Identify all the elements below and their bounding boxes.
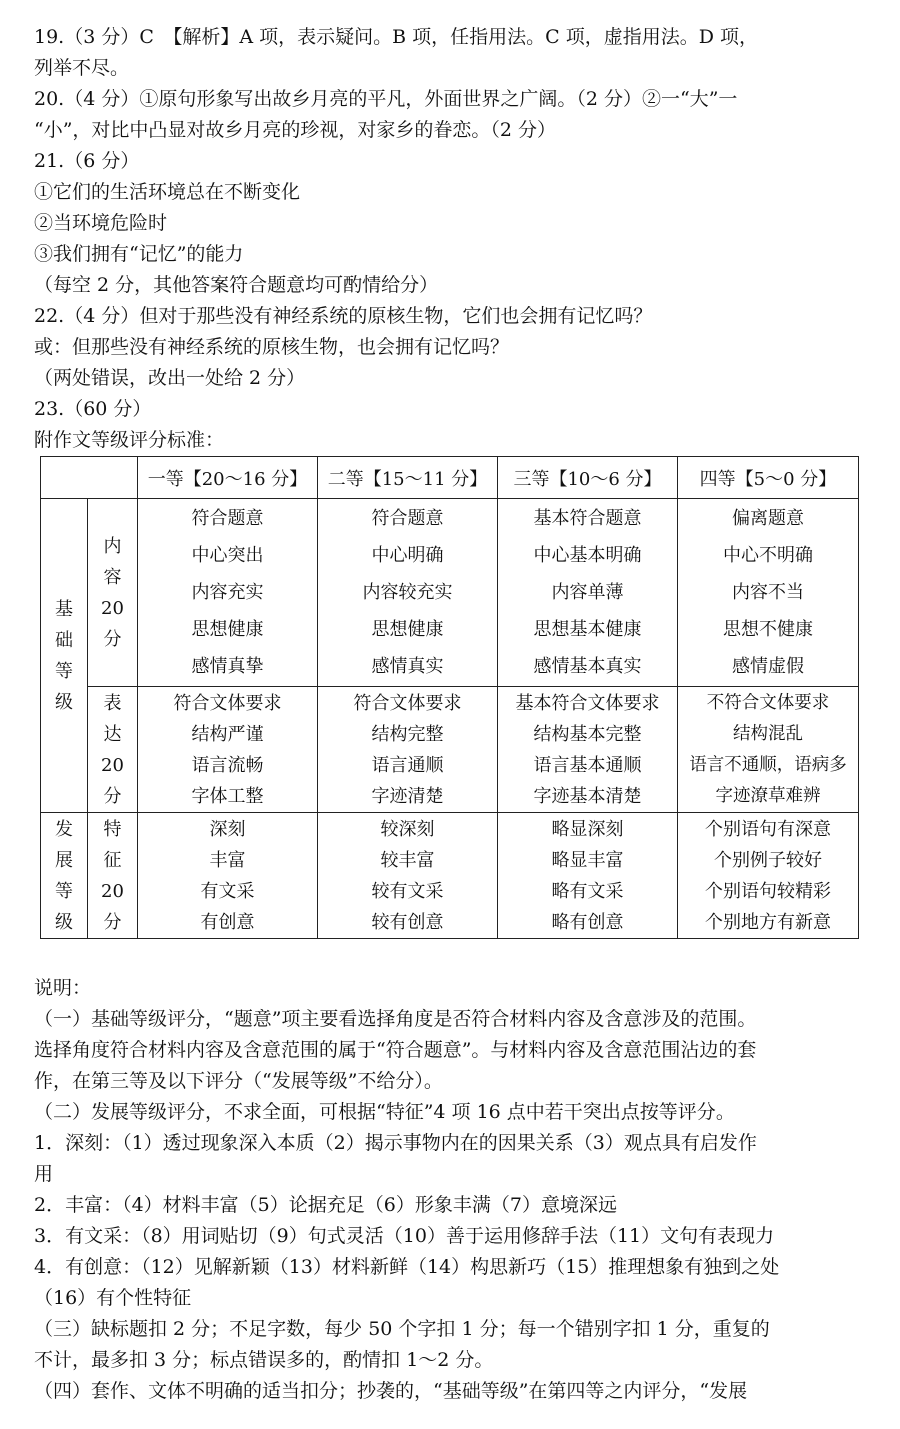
criterion: 不符合文体要求 <box>706 692 830 713</box>
content-grade-1 <box>138 499 318 687</box>
criterion: 中心明确 <box>371 545 444 566</box>
criterion: 略有文采 <box>551 880 624 902</box>
sub-content-label <box>88 499 138 687</box>
header-empty-cell <box>41 457 138 499</box>
criterion: 中心不明确 <box>723 545 813 566</box>
note-line: （三）缺标题扣 2 分；不足字数，每少 50 个字扣 1 分；每一个错别字扣 1 分，重复的 <box>34 1318 770 1340</box>
q20-line-1: 20.（4 分）①原句形象写出故乡月亮的平凡，外面世界之广阔。（2 分）②一“大”一 <box>34 88 738 110</box>
note-line: 用 <box>34 1163 54 1185</box>
criterion: 结构混乱 <box>733 723 803 744</box>
criterion: 思想不健康 <box>723 619 813 640</box>
grading-table-header-row <box>41 457 859 499</box>
q22-line-3: （两处错误，改出一处给 2 分） <box>34 367 306 389</box>
criterion: 符合题意 <box>191 508 264 529</box>
expression-grade-1 <box>138 687 318 813</box>
header-grade-3: 三等【10～6 分】 <box>498 457 678 499</box>
expression-grade-2 <box>318 687 498 813</box>
sub-expression-char: 表 <box>103 692 122 714</box>
q22-line-1: 22.（4 分）但对于那些没有神经系统的原核生物，它们也会拥有记忆吗？ <box>34 305 653 327</box>
criterion: 个别地方有新意 <box>705 911 831 933</box>
criterion: 深刻 <box>209 818 246 840</box>
criterion: 感情基本真实 <box>533 656 642 677</box>
criterion: 内容不当 <box>732 582 804 603</box>
criterion: 个别例子较好 <box>714 849 822 871</box>
criterion: 符合题意 <box>371 508 444 529</box>
group-basic-char: 基 <box>55 598 73 620</box>
group-basic-char: 等 <box>55 660 73 682</box>
criterion: 略显深刻 <box>551 818 624 840</box>
q22-line-2: 或：但那些没有神经系统的原核生物，也会拥有记忆吗？ <box>34 336 510 358</box>
notes-heading: 说明： <box>34 977 92 999</box>
q19-line-2: 列举不尽。 <box>34 57 130 79</box>
content-grade-2 <box>318 499 498 687</box>
criterion: 符合文体要求 <box>353 692 462 714</box>
group-dev-char: 级 <box>55 911 73 933</box>
criterion: 内容单薄 <box>551 582 624 603</box>
sub-content-char: 内 <box>103 535 122 557</box>
criterion: 偏离题意 <box>732 508 804 529</box>
group-basic-char: 础 <box>55 629 73 651</box>
sub-feature-char: 征 <box>103 849 122 871</box>
criterion: 个别语句较精彩 <box>705 880 831 902</box>
group-dev-char: 等 <box>55 880 73 902</box>
content-grade-4 <box>678 499 859 687</box>
sub-feature-char: 特 <box>103 818 122 840</box>
q23-line-1: 23.（60 分） <box>34 398 152 420</box>
criterion: 结构严谨 <box>191 723 264 745</box>
q23-line-2: 附作文等级评分标准： <box>34 429 225 451</box>
feature-grade-2 <box>318 813 498 939</box>
criterion: 内容充实 <box>191 582 264 603</box>
criterion: 字体工整 <box>191 785 264 807</box>
feature-grade-4 <box>678 813 859 939</box>
note-line: （16）有个性特征 <box>34 1287 192 1309</box>
sub-content-char: 分 <box>103 628 122 650</box>
note-line: 不计，最多扣 3 分；标点错误多的，酌情扣 1～2 分。 <box>34 1349 494 1371</box>
criterion: 内容较充实 <box>362 582 453 603</box>
criterion: 语言基本通顺 <box>533 754 642 776</box>
feature-grade-3 <box>498 813 678 939</box>
header-grade-1: 一等【20～16 分】 <box>138 457 318 499</box>
sub-feature-label <box>88 813 138 939</box>
criterion: 基本符合题意 <box>533 508 642 529</box>
criterion: 语言不通顺，语病多 <box>689 754 847 775</box>
note-line: （二）发展等级评分，不求全面，可根据“特征”4 项 16 点中若干突出点按等评分。 <box>34 1101 735 1123</box>
group-dev-char: 发 <box>55 818 73 840</box>
note-line: 选择角度符合材料内容及含意范围的属于“符合题意”。与材料内容及含意范围沾边的套 <box>34 1039 757 1061</box>
criterion: 个别语句有深意 <box>705 818 831 840</box>
criterion: 结构基本完整 <box>533 723 642 745</box>
header-grade-4: 四等【5～0 分】 <box>678 457 859 499</box>
q21-line-2: ①它们的生活环境总在不断变化 <box>34 181 301 203</box>
criterion: 思想基本健康 <box>533 619 642 640</box>
feature-row <box>41 813 859 939</box>
q21-line-4: ③我们拥有“记忆”的能力 <box>34 243 244 265</box>
group-basic-label <box>41 499 88 813</box>
criterion: 感情虚假 <box>732 656 804 677</box>
criterion: 略显丰富 <box>551 849 624 871</box>
content-grade-3 <box>498 499 678 687</box>
criterion: 中心突出 <box>191 545 264 566</box>
note-line: 4．有创意：（12）见解新颖（13）材料新鲜（14）构思新巧（15）推理想象有独到之处 <box>34 1256 780 1278</box>
q21-line-1: 21.（6 分） <box>34 150 140 172</box>
criterion: 思想健康 <box>191 619 264 640</box>
criterion: 语言通顺 <box>371 754 444 776</box>
criterion: 字迹清楚 <box>371 785 444 807</box>
criterion: 较有文采 <box>371 880 444 902</box>
q20-line-2: “小”，对比中凸显对故乡月亮的珍视，对家乡的眷恋。（2 分） <box>34 119 557 141</box>
criterion: 基本符合文体要求 <box>515 692 660 714</box>
note-line: （四）套作、文体不明确的适当扣分；抄袭的，“基础等级”在第四等之内评分，“发展 <box>34 1380 748 1402</box>
criterion: 结构完整 <box>371 723 444 745</box>
criterion: 中心基本明确 <box>533 545 642 566</box>
criterion: 较有创意 <box>371 911 444 933</box>
feature-grade-1 <box>138 813 318 939</box>
content-row <box>41 499 859 687</box>
q19-line-1: 19.（3 分）C 【解析】A 项，表示疑问。B 项，任指用法。C 项，虚指用法。D 项， <box>34 26 758 48</box>
sub-expression-char: 达 <box>103 723 122 745</box>
sub-expression-char: 分 <box>103 785 122 807</box>
q21-line-5: （每空 2 分，其他答案符合题意均可酌情给分） <box>34 274 439 296</box>
criterion: 感情真实 <box>371 656 444 677</box>
criterion: 字迹基本清楚 <box>533 785 642 807</box>
criterion: 语言流畅 <box>191 754 264 776</box>
sub-expression-char: 20 <box>101 754 124 776</box>
criterion: 字迹潦草难辨 <box>715 785 821 806</box>
sub-content-char: 20 <box>101 597 124 619</box>
sub-feature-char: 20 <box>101 880 124 902</box>
grading-table <box>40 456 859 939</box>
criterion: 有创意 <box>200 911 255 933</box>
header-grade-2: 二等【15～11 分】 <box>318 457 498 499</box>
group-basic-char: 级 <box>55 691 73 713</box>
criterion: 略有创意 <box>551 911 624 933</box>
expression-row <box>41 687 859 813</box>
criterion: 较丰富 <box>380 849 435 871</box>
sub-content-char: 容 <box>103 566 122 588</box>
note-line: （一）基础等级评分，“题意”项主要看选择角度是否符合材料内容及含意涉及的范围。 <box>34 1008 757 1030</box>
criterion: 有文采 <box>200 880 255 902</box>
group-dev-char: 展 <box>55 849 73 871</box>
criterion: 感情真挚 <box>191 656 264 677</box>
expression-grade-4 <box>678 687 859 813</box>
note-line: 3．有文采：（8）用词贴切（9）句式灵活（10）善于运用修辞手法（11）文句有表现力 <box>34 1225 775 1247</box>
group-dev-label <box>41 813 88 939</box>
criterion: 符合文体要求 <box>173 692 282 714</box>
expression-grade-3 <box>498 687 678 813</box>
note-line: 1．深刻：（1）透过现象深入本质（2）揭示事物内在的因果关系（3）观点具有启发作 <box>34 1132 757 1154</box>
note-line: 作，在第三等及以下评分（“发展等级”不给分）。 <box>34 1070 443 1092</box>
note-line: 2．丰富：（4）材料丰富（5）论据充足（6）形象丰满（7）意境深远 <box>34 1194 617 1216</box>
sub-expression-label <box>88 687 138 813</box>
q21-line-3: ②当环境危险时 <box>34 212 168 234</box>
sub-feature-char: 分 <box>103 911 122 933</box>
criterion: 思想健康 <box>371 619 444 640</box>
criterion: 较深刻 <box>380 818 435 840</box>
criterion: 丰富 <box>209 849 246 871</box>
